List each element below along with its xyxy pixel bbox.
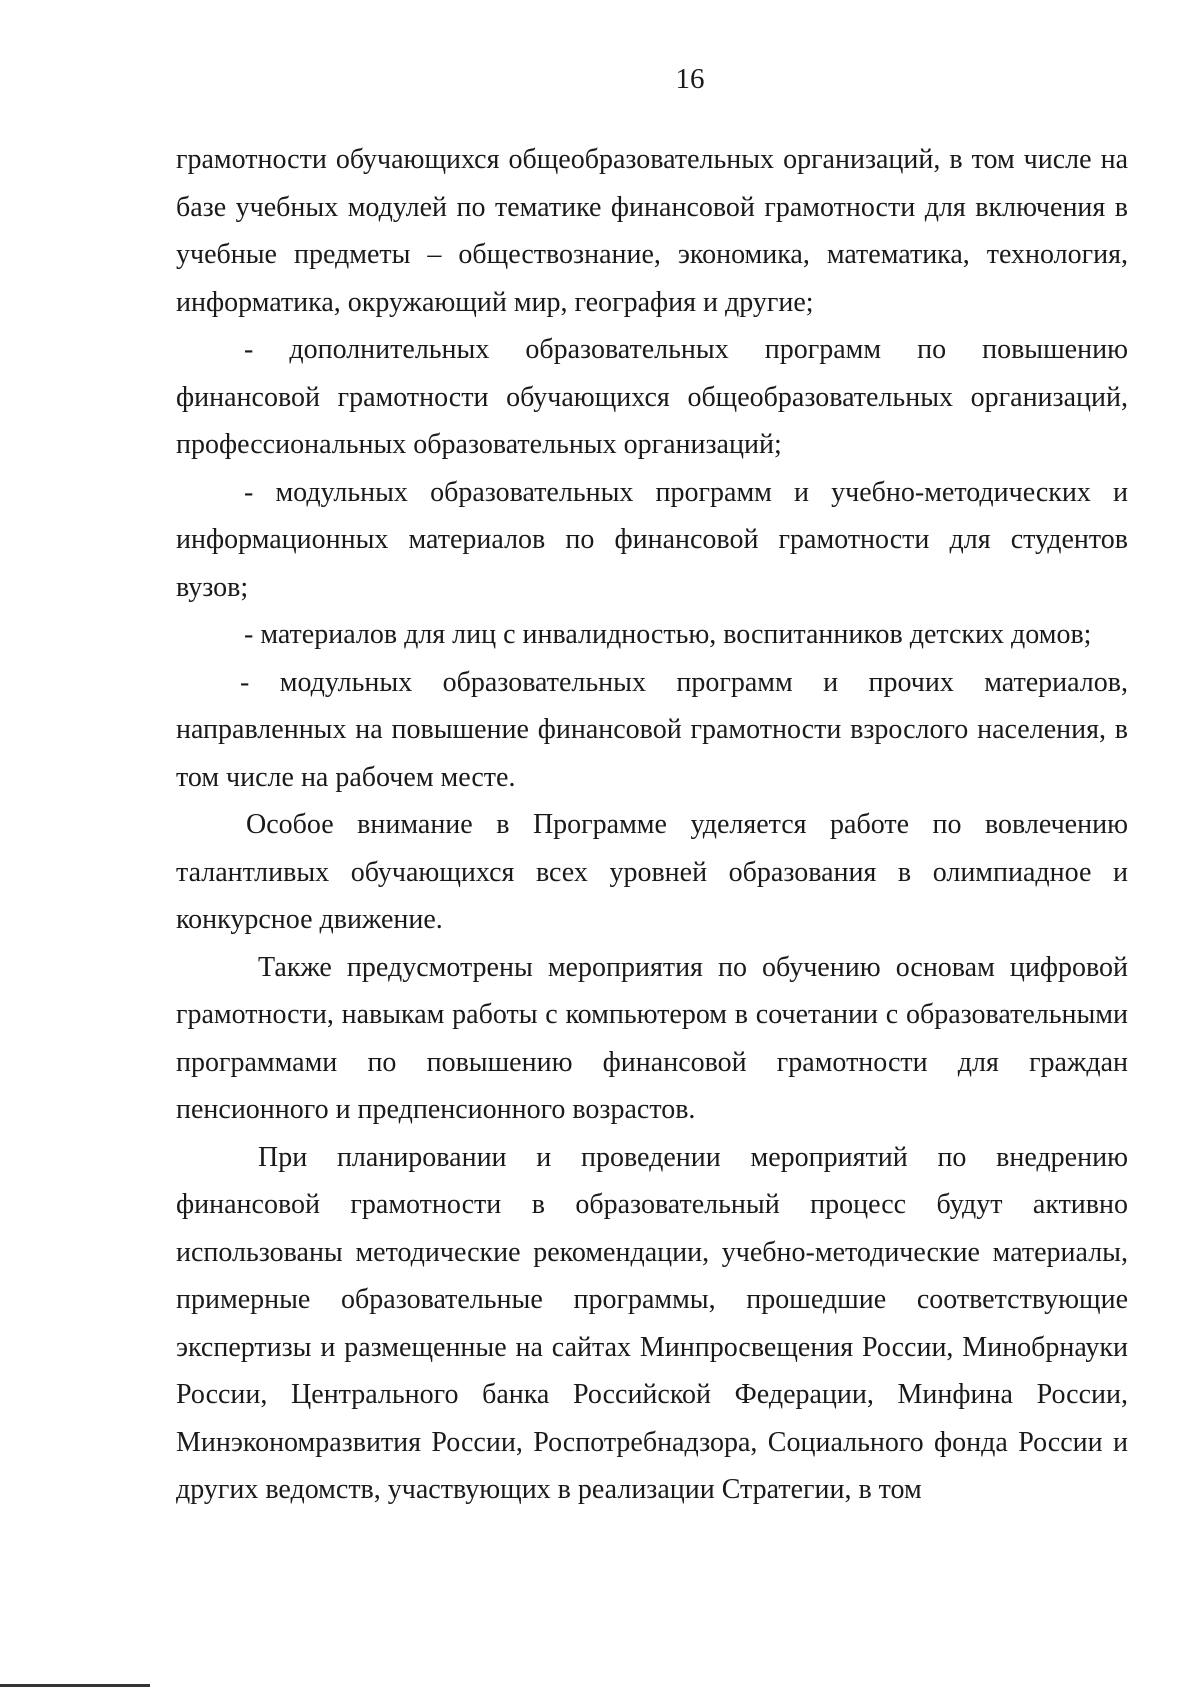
- paragraph-olympiad: Особое внимание в Программе уделяется работе по вовлечению талантливых обучающихся всех уровней образования в олимпиадное и конкурсное движение.: [176, 809, 1128, 935]
- list-item-disability-materials: - материалов для лиц с инвалидностью, воспитанников детских домов;: [244, 619, 1092, 650]
- list-item-additional-programs: - дополнительных образовательных программ по повышению финансовой грамотности обучающихся общеобразовательных организаций, профессиональных образовательных организаций;: [176, 334, 1128, 460]
- list-item-adult-population: - модульных образовательных программ и прочих материалов, направленных на повышение финансовой грамотности взрослого населения, в том числе на рабочем месте.: [176, 666, 1128, 793]
- paragraph-digital-literacy: Также предусмотрены мероприятия по обучению основам цифровой грамотности, навыкам работы с компьютером в сочетании с образовательными программами по повышению финансовой грамотности для граждан пенсионного и предпенсионного возрастов.: [176, 951, 1128, 1125]
- paragraph-planning: При планировании и проведении мероприятий по внедрению финансовой грамотности в образовательный процесс будут активно использованы методические рекомендации, учебно-методические материалы, примерные образовательные программы, прошедшие соответствующие экспертизы и размещенные на сайтах Минпросвещения России, Минобрнауки России, Центрального банка Российской Федерации, Минфина России, Минэкономразвития России, Роспотребнадзора, Социального фонда России и других ведомств, участвующих в реализации Стратегии, в том: [176, 1141, 1128, 1505]
- document-body: [176, 136, 1128, 1514]
- page-number: 16: [675, 63, 705, 95]
- paragraph-continuation: грамотности обучающихся общеобразовательных организаций, в том числе на базе учебных модулей по тематике финансовой грамотности для включения в учебные предметы – обществознание, экономика, математика, технология, информатика, окружающий мир, география и другие;: [176, 144, 1128, 318]
- footer-rule: [0, 1684, 150, 1687]
- list-item-modular-programs-universities: - модульных образовательных программ и учебно-методических и информационных материалов по финансовой грамотности для студентов вузов;: [176, 476, 1128, 603]
